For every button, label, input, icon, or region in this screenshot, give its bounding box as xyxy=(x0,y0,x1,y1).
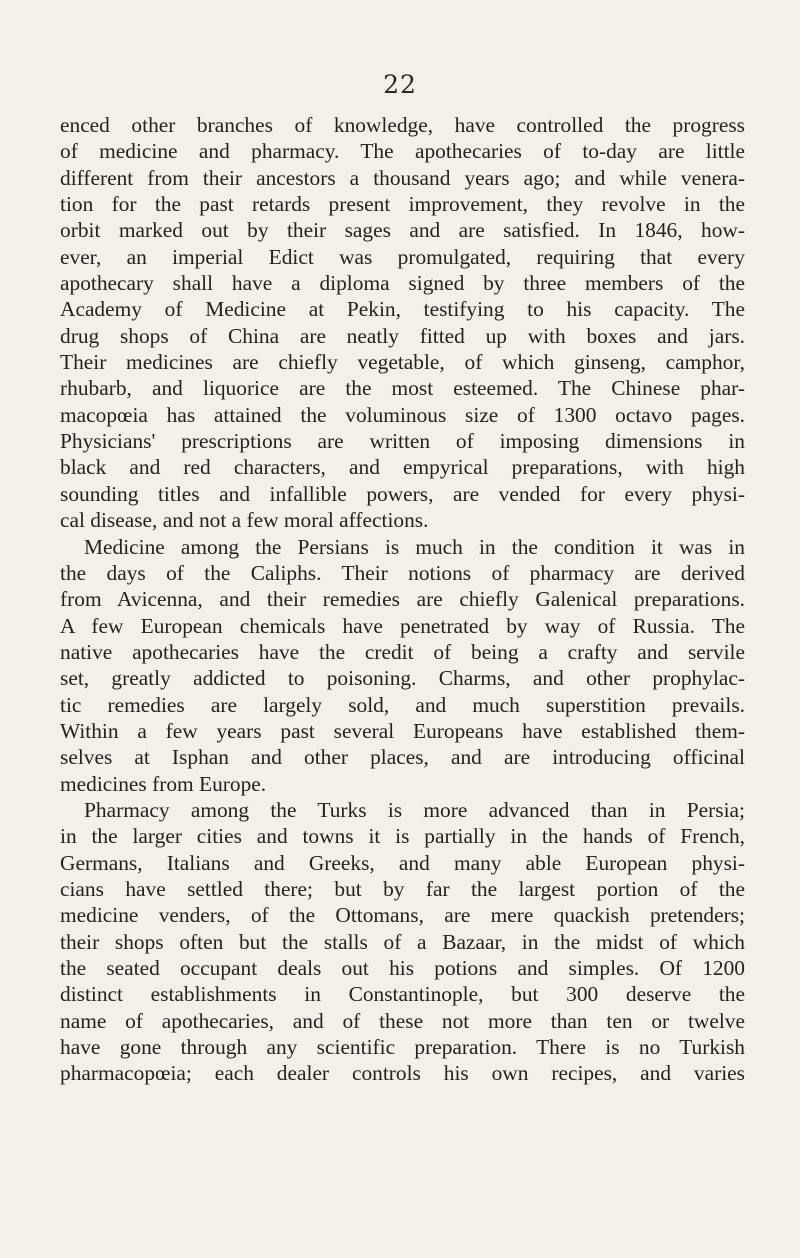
text-line: ever, an imperial Edict was promulgated, requiring that every xyxy=(60,244,745,269)
text-line: medicines from Europe. xyxy=(60,771,267,796)
text-line: the days of the Caliphs. Their notions of pharmacy are derived xyxy=(60,560,745,585)
text-line: rhubarb, and liquorice are the most esteemed. The Chinese phar- xyxy=(60,376,745,401)
text-line: of medicine and pharmacy. The apothecaries of to-day are little xyxy=(60,139,745,164)
text-line: apothecary shall have a diploma signed by three members of the xyxy=(60,271,745,296)
text-line: black and red characters, and empyrical preparations, with high xyxy=(60,455,745,480)
text-line: their shops often but the stalls of a Bazaar, in the midst of which xyxy=(60,929,745,954)
text-line: medicine venders, of the Ottomans, are mere quackish pretenders; xyxy=(60,903,745,928)
text-line: distinct establishments in Constantinople, but 300 deserve the xyxy=(60,982,745,1007)
text-line: Within a few years past several Europeans have established them- xyxy=(60,718,745,743)
text-line: name of apothecaries, and of these not more than ten or twelve xyxy=(60,1008,745,1033)
text-line: the seated occupant deals out his potions and simples. Of 1200 xyxy=(60,956,745,980)
text-line: Pharmacy among the Turks is more advanced than in Persia; xyxy=(84,797,745,822)
text-line: macopœia has attained the voluminous size of 1300 octavo pages. xyxy=(60,402,745,427)
text-line: enced other branches of knowledge, have controlled the progress xyxy=(60,113,745,137)
text-line: from Avicenna, and their remedies are chiefly Galenical preparations. xyxy=(60,587,745,612)
text-line: sounding titles and infallible powers, are vended for every physi- xyxy=(60,481,745,506)
text-line: tion for the past retards present improvement, they revolve in the xyxy=(60,192,745,217)
text-line: selves at Isphan and other places, and are introducing officinal xyxy=(60,745,745,770)
text-line: cians have settled there; but by far the largest portion of the xyxy=(60,876,745,901)
text-line: Medicine among the Persians is much in the condition it was in xyxy=(84,534,745,559)
page-number: 22 xyxy=(383,70,417,99)
text-line: Physicians' prescriptions are written of imposing dimensions in xyxy=(60,429,745,454)
text-line: pharmacopœia; each dealer controls his own recipes, and varies xyxy=(60,1061,745,1086)
text-line: native apothecaries have the credit of being a crafty and servile xyxy=(60,639,745,664)
text-line: set, greatly addicted to poisoning. Charms, and other prophylac- xyxy=(60,666,745,691)
text-line: orbit marked out by their sages and are satisfied. In 1846, how- xyxy=(60,218,745,243)
text-line: have gone through any scientific preparation. There is no Turkish xyxy=(60,1035,745,1060)
text-line: tic remedies are largely sold, and much superstition prevails. xyxy=(60,692,745,717)
text-line: Academy of Medicine at Pekin, testifying to his capacity. The xyxy=(60,297,745,322)
text-line: drug shops of China are neatly fitted up with boxes and jars. xyxy=(60,323,745,348)
text-line: A few European chemicals have penetrated by way of Russia. The xyxy=(60,613,745,638)
text-line: different from their ancestors a thousand years ago; and while venera- xyxy=(60,165,745,190)
text-line: Germans, Italians and Greeks, and many able European physi- xyxy=(60,850,745,875)
text-line: Their medicines are chiefly vegetable, of which ginseng, camphor, xyxy=(60,350,745,375)
text-line: in the larger cities and towns it is partially in the hands of French, xyxy=(60,824,745,849)
body-text xyxy=(60,112,745,1087)
text-line: cal disease, and not a few moral affections. xyxy=(60,508,429,533)
